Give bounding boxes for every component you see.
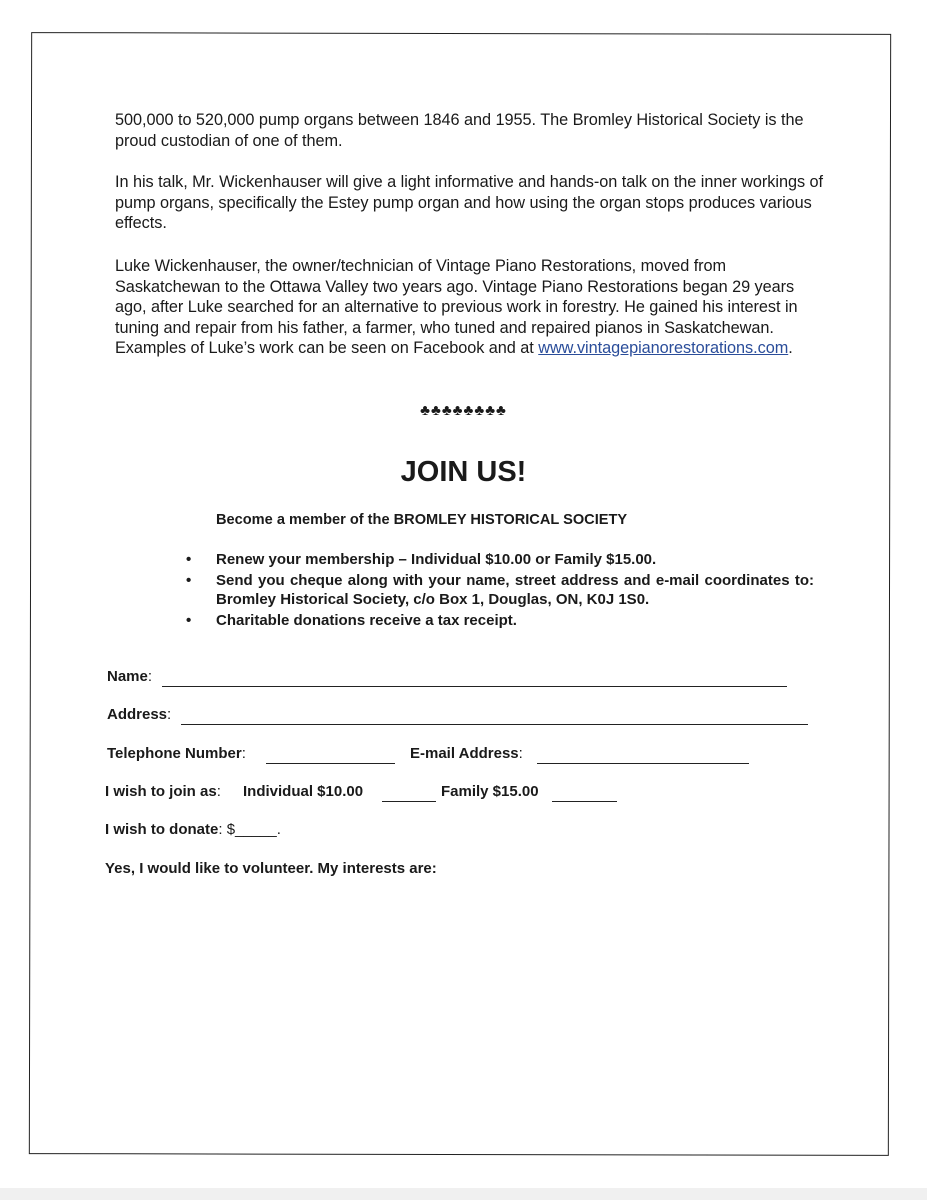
paragraph-speaker-bio [115,256,825,359]
club-ornament-divider: ♣♣♣♣♣♣♣♣ [420,402,507,419]
website-link[interactable]: www.vintagepianorestorations.com [538,339,789,357]
telephone-field[interactable] [266,763,395,764]
individual-option-label: Individual $10.00 [243,783,364,800]
bullet-dot: • [186,612,192,629]
bullet-item-cheque [186,571,814,609]
email-label: E-mail Address: [410,745,523,762]
paragraph-pump-organs: 500,000 to 520,000 pump organs between 1846 and 1955. The Bromley Historical Society is the proud custodian of one of them. [115,111,804,150]
telephone-label: Telephone Number: [107,745,246,762]
donate-label: I wish to donate: $_____. [105,821,281,838]
bullet-item-donations [186,611,814,630]
bio-text: Luke Wickenhauser, the owner/technician of Vintage Piano Restorations, moved from Saskatchewan to the Ottawa Valley two years ago. Vintage Piano Restorations began 29 years ago, after Luke searched for an alternative to previous work in forestry. He gained his interest in tuning and repair from his father, a farmer, who tuned and repaired pianos in Saskatchewan. Examples of Luke’s work can be seen on Facebook and at [115,257,798,357]
bullet-item-renew [186,550,814,569]
address-label: Address: [107,706,172,723]
membership-bullet-list [186,550,814,630]
individual-option-field[interactable] [382,801,436,802]
volunteer-label: Yes, I would like to volunteer. My interests are: [105,860,437,877]
bullet-text: Send you cheque along with your name, street address and e-mail coordinates to: Bromley Historical Society, c/o Box 1, Douglas, ON, K0J 1S0. [216,572,814,608]
email-field[interactable] [537,763,749,764]
bullet-text: Renew your membership – Individual $10.00 or Family $15.00. [216,551,657,568]
bullet-text: Charitable donations receive a tax receipt. [216,612,517,629]
join-as-label: I wish to join as: [105,783,221,800]
bullet-dot: • [186,572,192,589]
scan-edge [0,1188,927,1200]
join-subtitle: Become a member of the BROMLEY HISTORICAL SOCIETY [216,512,628,528]
donate-amount-field[interactable]: $_____. [226,821,281,838]
name-label: Name: [107,668,153,685]
paragraph-talk-description: In his talk, Mr. Wickenhauser will give a light informative and hands-on talk on the inner workings of pump organs, specifically the Estey pump organ and how using the organ stops produces various effects. [115,173,824,232]
join-title: JOIN US! [400,456,527,488]
address-field[interactable] [181,724,808,725]
bullet-dot: • [186,551,192,568]
family-option-label: Family $15.00 [441,783,539,800]
family-option-field[interactable] [552,801,617,802]
name-field[interactable] [162,686,787,687]
bio-end: . [788,339,793,357]
